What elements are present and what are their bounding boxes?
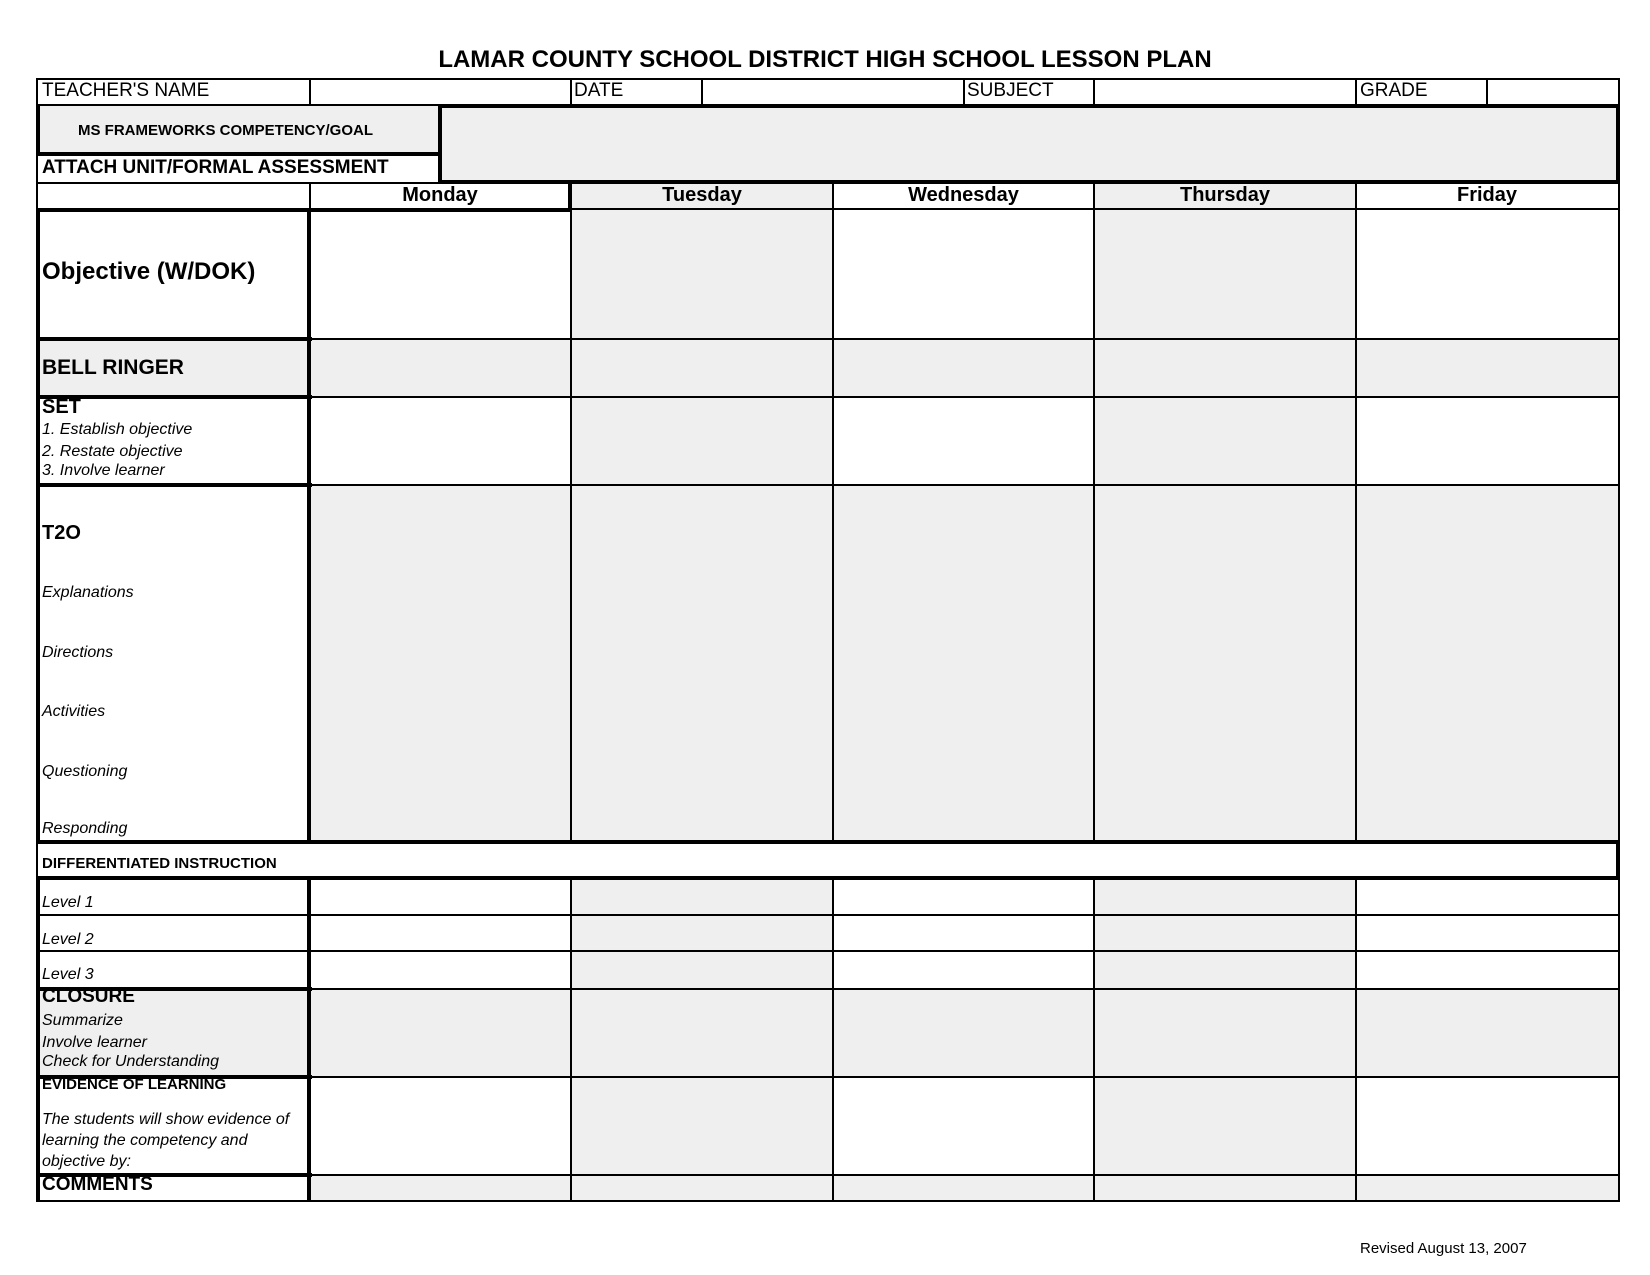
level-1-cell-monday[interactable] — [312, 880, 568, 912]
closure-item: Involve learner — [42, 1034, 147, 1051]
t2o-cell-tuesday[interactable] — [573, 486, 830, 838]
day-header-tuesday: Tuesday — [662, 184, 742, 206]
objective-cell-thursday[interactable] — [1096, 212, 1353, 336]
closure-cell-monday[interactable] — [312, 990, 568, 1074]
set-item: 1. Establish objective — [42, 421, 193, 438]
level-label: Level 2 — [42, 931, 94, 948]
grade-field[interactable] — [1489, 80, 1616, 102]
bell-ringer-cell-friday[interactable] — [1358, 340, 1616, 394]
set-cell-friday[interactable] — [1358, 398, 1616, 482]
grade-label: GRADE — [1360, 80, 1428, 101]
level-label: Level 1 — [42, 894, 94, 911]
level-3-cell-monday[interactable] — [312, 952, 568, 986]
evidence-cell-monday[interactable] — [312, 1078, 568, 1172]
t2o-cell-thursday[interactable] — [1096, 486, 1353, 838]
evidence-heading: EVIDENCE OF LEARNING — [42, 1076, 227, 1093]
objective-cell-monday[interactable] — [312, 212, 568, 336]
set-cell-wednesday[interactable] — [835, 398, 1091, 482]
teacher-name-field[interactable] — [312, 80, 568, 102]
subject-label: SUBJECT — [967, 80, 1054, 101]
page-title: LAMAR COUNTY SCHOOL DISTRICT HIGH SCHOOL LESSON PLAN — [438, 46, 1212, 73]
day-header-wednesday: Wednesday — [908, 184, 1019, 206]
t2o-item: Responding — [42, 820, 128, 837]
set-cell-tuesday[interactable] — [573, 398, 830, 482]
objective-cell-friday[interactable] — [1358, 212, 1616, 336]
closure-item: Summarize — [42, 1012, 123, 1029]
objective-cell-wednesday[interactable] — [835, 212, 1091, 336]
t2o-cell-monday[interactable] — [312, 486, 568, 838]
evidence-line: The students will show evidence of — [42, 1111, 290, 1128]
t2o-item: Directions — [42, 644, 114, 661]
bell-ringer-cell-monday[interactable] — [312, 340, 568, 394]
bell-ringer-label: BELL RINGER — [42, 356, 184, 379]
revision-date: Revised August 13, 2007 — [1360, 1240, 1527, 1257]
closure-heading: CLOSURE — [42, 986, 135, 1007]
competency-field[interactable] — [444, 110, 1614, 178]
competency-label: MS FRAMEWORKS COMPETENCY/GOAL — [78, 122, 373, 139]
comments-cell-monday[interactable] — [312, 1176, 568, 1198]
evidence-line: objective by: — [42, 1153, 131, 1170]
t2o-item: Explanations — [42, 584, 134, 601]
bell-ringer-cell-tuesday[interactable] — [573, 340, 830, 394]
t2o-item: Activities — [42, 703, 106, 720]
level-2-cell-monday[interactable] — [312, 916, 568, 948]
evidence-line: learning the competency and — [42, 1132, 248, 1149]
teacher-name-label: TEACHER'S NAME — [42, 80, 210, 101]
subject-field[interactable] — [1096, 80, 1353, 102]
bell-ringer-cell-wednesday[interactable] — [835, 340, 1091, 394]
set-heading: SET — [42, 396, 81, 418]
bell-ringer-cell-thursday[interactable] — [1096, 340, 1353, 394]
objective-cell-tuesday[interactable] — [573, 212, 830, 336]
set-cell-thursday[interactable] — [1096, 398, 1353, 482]
set-item: 2. Restate objective — [42, 443, 183, 460]
t2o-cell-wednesday[interactable] — [835, 486, 1091, 838]
comments-label: COMMENTS — [42, 1174, 153, 1195]
assessment-label: ATTACH UNIT/FORMAL ASSESSMENT — [42, 157, 389, 178]
differentiated-instruction-label: DIFFERENTIATED INSTRUCTION — [42, 855, 277, 872]
objective-label: Objective (W/DOK) — [42, 258, 256, 285]
day-header-monday: Monday — [402, 184, 478, 206]
level-label: Level 3 — [42, 966, 94, 983]
t2o-item: Questioning — [42, 763, 128, 780]
set-cell-monday[interactable] — [312, 398, 568, 482]
date-label: DATE — [574, 80, 624, 101]
t2o-heading: T2O — [42, 522, 81, 544]
date-field[interactable] — [704, 80, 961, 102]
closure-item: Check for Understanding — [42, 1053, 219, 1070]
day-header-friday: Friday — [1456, 184, 1518, 206]
t2o-cell-friday[interactable] — [1358, 486, 1616, 838]
set-item: 3. Involve learner — [42, 462, 165, 479]
day-header-thursday: Thursday — [1179, 184, 1271, 206]
